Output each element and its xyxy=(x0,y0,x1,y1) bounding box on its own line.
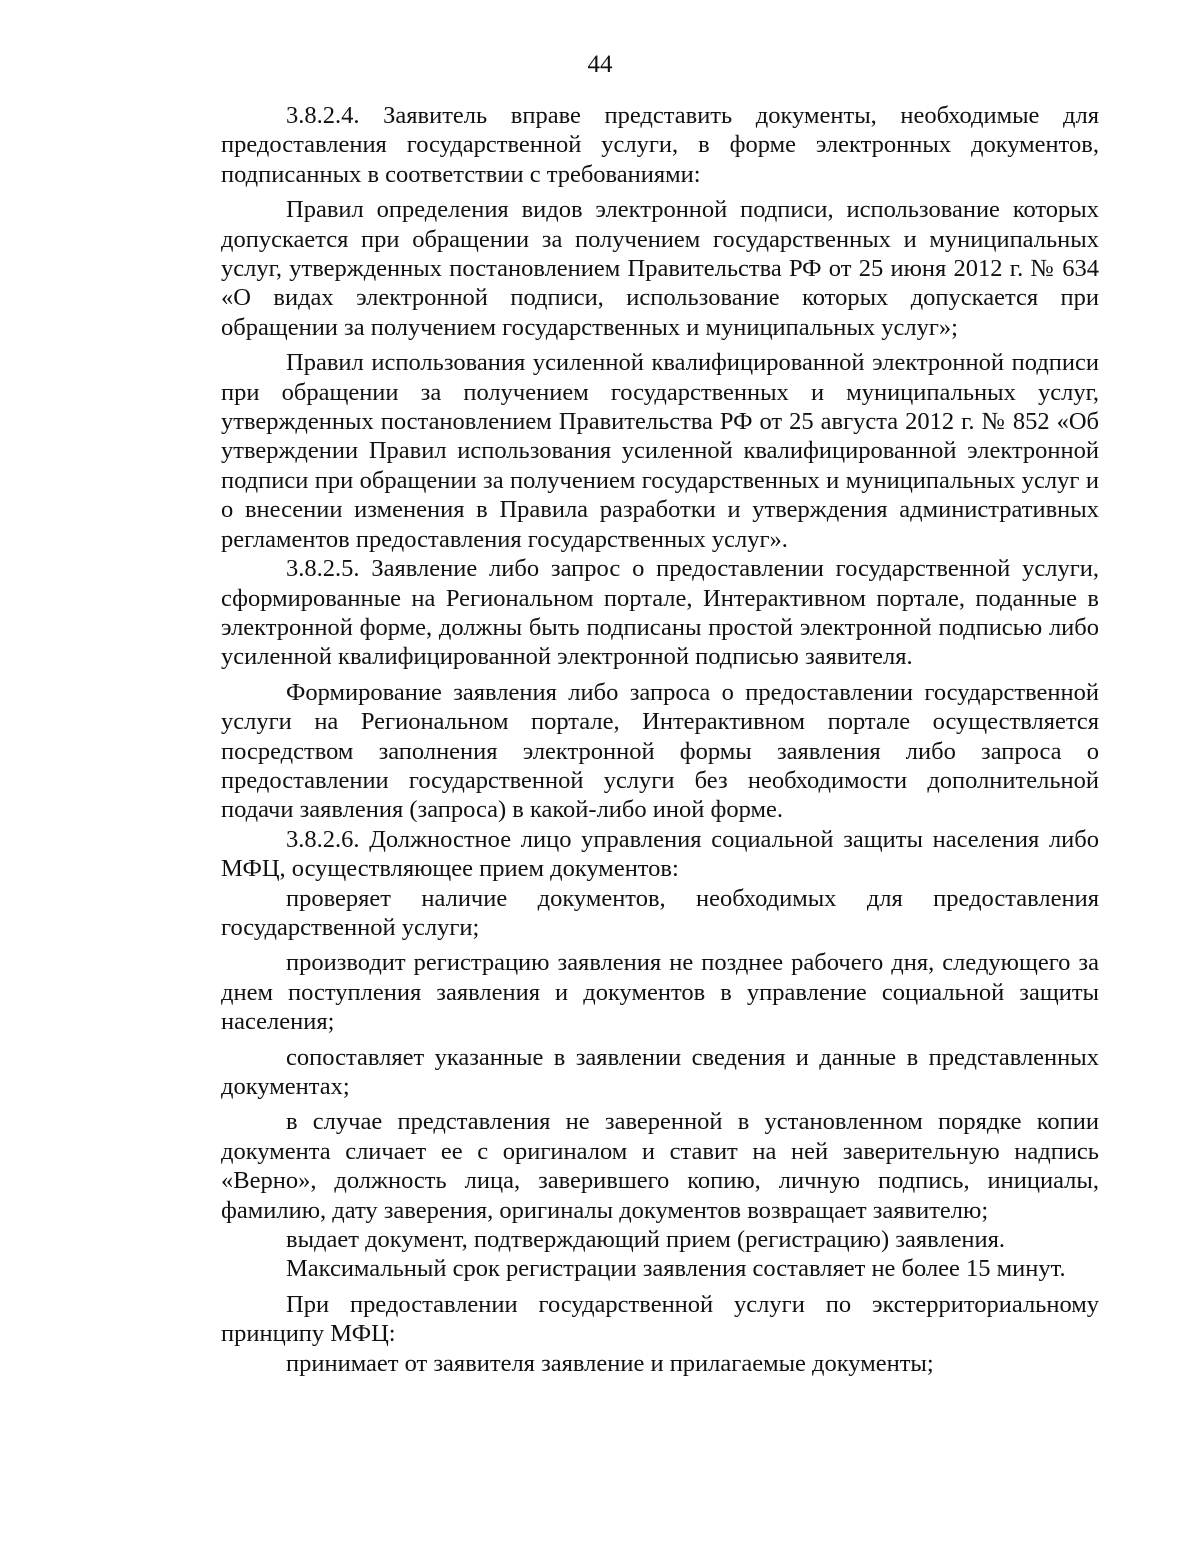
paragraph-compares-data: сопоставляет указанные в заявлении сведения и данные в представленных документах; xyxy=(221,1043,1099,1100)
paragraph-accepts-documents: принимает от заявителя заявление и прилагаемые документы; xyxy=(286,1349,934,1377)
paragraph-max-registration-time: Максимальный срок регистрации заявления составляет не более 15 минут. xyxy=(286,1255,1066,1283)
paragraph-registers-application: производит регистрацию заявления не позднее рабочего дня, следующего за днем поступления заявления и документов в управление социальной защиты населения; xyxy=(221,949,1099,1036)
paragraph-3-8-2-4: 3.8.2.4. Заявитель вправе представить документы, необходимые для предоставления государственной услуги, в форме электронных документов, подписанных в соответствии с требованиями: xyxy=(221,102,1099,188)
page-number: 44 xyxy=(587,51,613,78)
paragraph-3-8-2-5: 3.8.2.5. Заявление либо запрос о предоставлении государственной услуги, сформированные на Региональном портале, Интерактивном портале, поданные в электронной форме, должны быть подписаны простой электронной подписью либо усиленной квалифицированной электронной подписью заявителя. xyxy=(221,555,1099,671)
paragraph-application-forming: Формирование заявления либо запроса о предоставлении государственной услуги на Региональном портале, Интерактивном портале осуществляется посредством заполнения электронной формы заявления либо запроса о предоставлении государственной услуги без необходимости дополнительной подачи заявления (запроса) в какой-либо иной форме. xyxy=(221,678,1099,824)
paragraph-extraterritorial: При предоставлении государственной услуги по экстерриториальному принципу МФЦ: xyxy=(221,1290,1099,1348)
paragraph-rules-qualified-signature: Правил использования усиленной квалифицированной электронной подписи при обращении за получением государственных и муниципальных услуг, утвержденных постановлением Правительства РФ от 25 августа 2012 г. № 852 «Об утверждении Правил использования усиленной квалифицированной электронной подписи при обращении за получением государственных и муниципальных услуг и о внесении изменения в Правила разработки и утверждения административных регламентов предоставления государственных услуг». xyxy=(221,349,1099,553)
paragraph-checks-documents: проверяет наличие документов, необходимых для предоставления государственной услуги; xyxy=(221,884,1099,941)
document-body xyxy=(221,101,1099,1378)
paragraph-certifies-copies: в случае представления не заверенной в установленном порядке копии документа сличает ее с оригиналом и ставит на ней заверительную надпись «Верно», должность лица, заверившего копию, личную подпись, инициалы, фамилию, дату заверения, оригиналы документов возвращает заявителю; xyxy=(221,1108,1099,1224)
paragraph-3-8-2-6: 3.8.2.6. Должностное лицо управления социальной защиты населения либо МФЦ, осуществляющее прием документов: xyxy=(221,825,1099,883)
paragraph-rules-signature-types: Правил определения видов электронной подписи, использование которых допускается при обращении за получением государственных и муниципальных услуг, утвержденных постановлением Правительства РФ от 25 июня 2012 г. № 634 «О видах электронной подписи, использование которых допускается при обращении за получением государственных и муниципальных услуг»; xyxy=(221,196,1099,341)
paragraph-issues-receipt: выдает документ, подтверждающий прием (регистрацию) заявления. xyxy=(286,1226,1006,1254)
